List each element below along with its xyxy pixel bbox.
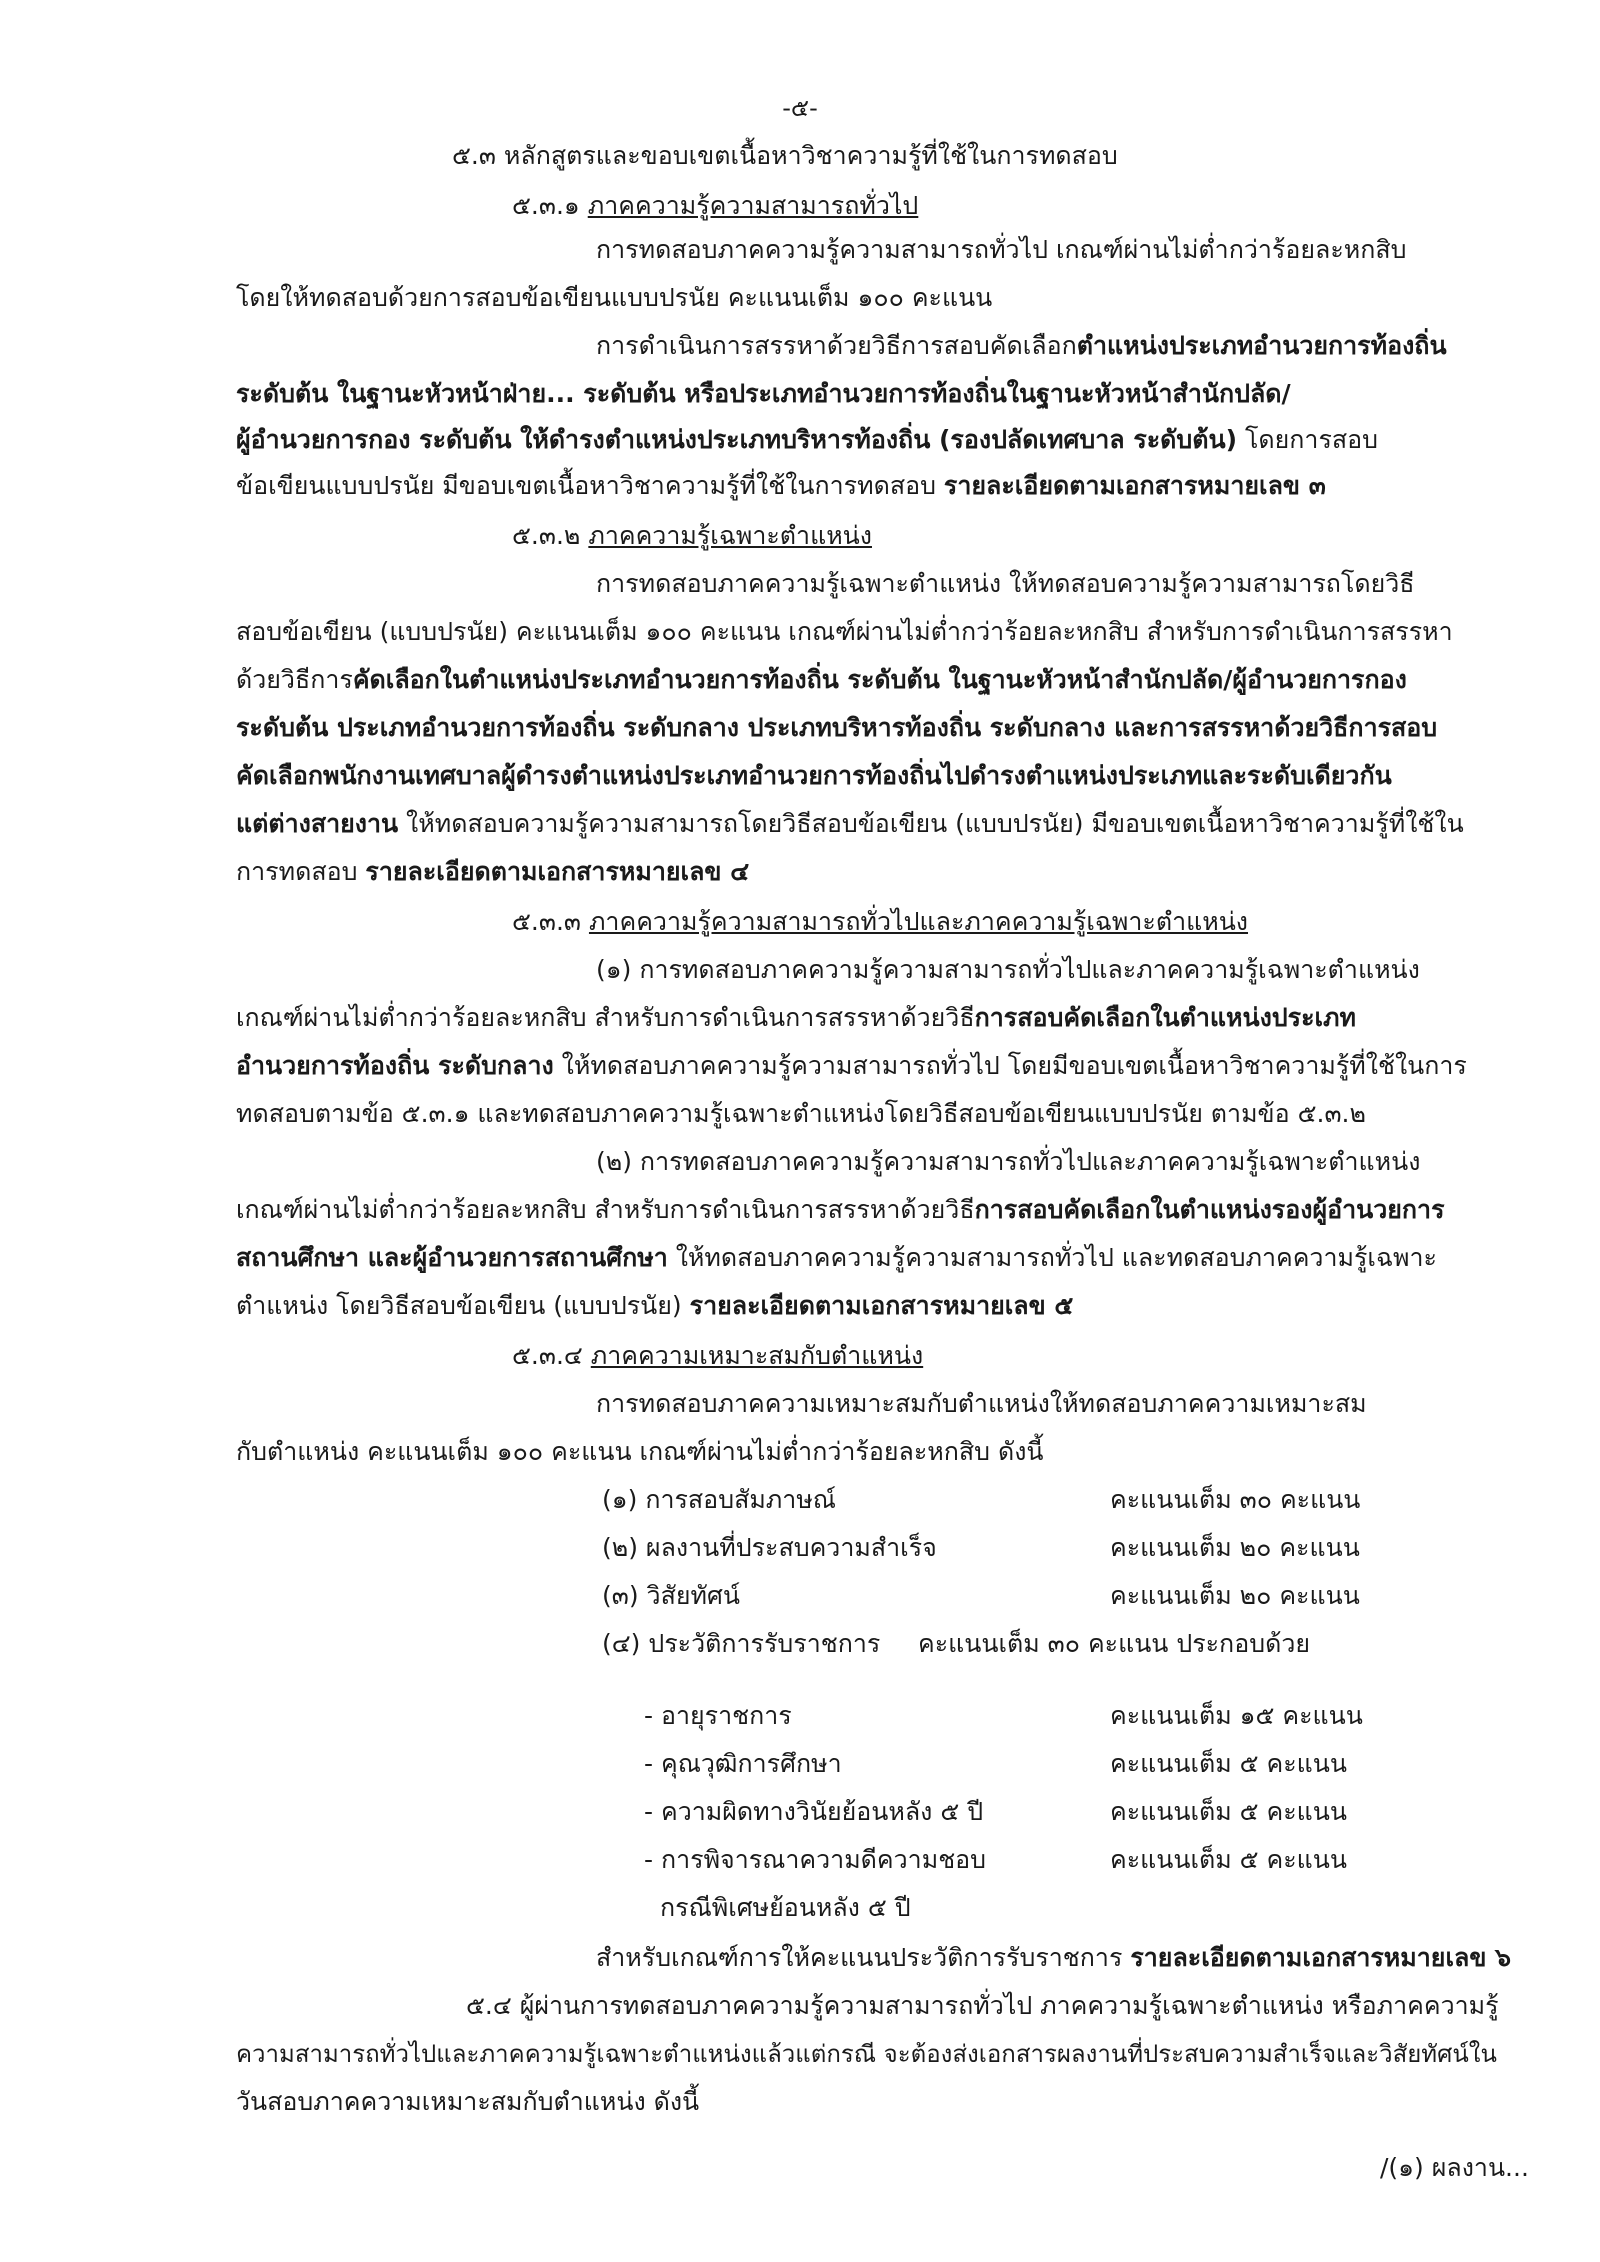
section-5-3-1-heading — [512, 188, 918, 224]
score-item-value: คะแนนเต็ม ๒๐ คะแนน — [1110, 1533, 1360, 1562]
bold-text-run: รายละเอียดตามเอกสารหมายเลข ๕ — [689, 1291, 1074, 1320]
paragraph-line: วันสอบภาคความเหมาะสมกับตำแหน่ง ดังนี้ — [236, 2087, 700, 2116]
paragraph-line — [236, 662, 1407, 698]
paragraph-line — [236, 1192, 1445, 1228]
section-title: ภาคความรู้เฉพาะตำแหน่ง — [588, 521, 872, 550]
bold-text-run: ตำแหน่งประเภทอำนวยการท้องถิ่น — [1076, 331, 1447, 360]
paragraph-line: กับตำแหน่ง คะแนนเต็ม ๑๐๐ คะแนน เกณฑ์ผ่านไม่ต่ำกว่าร้อยละหกสิบ ดังนี้ — [236, 1437, 1044, 1466]
paragraph-line — [236, 1240, 1437, 1276]
bold-text-run: ผู้อำนวยการกอง ระดับต้น ให้ดำรงตำแหน่งประเภทบริหารท้องถิ่น (รองปลัดเทศบาล ระดับต้น) — [236, 425, 1238, 454]
paragraph-line — [596, 1940, 1511, 1976]
sub-score-label: - อายุราชการ — [644, 1701, 792, 1730]
section-5-3-heading: ๕.๓ หลักสูตรและขอบเขตเนื้อหาวิชาความรู้ที่ใช้ในการทดสอบ — [452, 141, 1118, 170]
text-run: การดำเนินการสรรหาด้วยวิธีการสอบคัดเลือก — [596, 331, 1077, 360]
text-run: ข้อเขียนแบบปรนัย มีขอบเขตเนื้อหาวิชาความรู้ที่ใช้ในการทดสอบ — [236, 471, 944, 500]
paragraph-line: สอบข้อเขียน (แบบปรนัย) คะแนนเต็ม ๑๐๐ คะแนน เกณฑ์ผ่านไม่ต่ำกว่าร้อยละหกสิบ สำหรับการดำเนินการสรรหา — [236, 617, 1453, 646]
sub-score-value: คะแนนเต็ม ๕ คะแนน — [1110, 1749, 1347, 1778]
paragraph-line — [236, 806, 1464, 842]
page-number: -๕- — [782, 94, 818, 122]
score-item-value: คะแนนเต็ม ๓๐ คะแนน — [1110, 1485, 1361, 1514]
score-item-value: คะแนนเต็ม ๓๐ คะแนน ประกอบด้วย — [918, 1629, 1311, 1658]
continuation-note: /(๑) ผลงาน... — [1380, 2153, 1529, 2182]
paragraph-line — [236, 422, 1378, 458]
paragraph-line — [236, 1048, 1467, 1084]
text-run: การทดสอบ — [236, 857, 366, 886]
section-title: ภาคความรู้ความสามารถทั่วไปและภาคความรู้เฉพาะตำแหน่ง — [588, 907, 1249, 936]
paragraph-line: การทดสอบภาคความรู้เฉพาะตำแหน่ง ให้ทดสอบความรู้ความสามารถโดยวิธี — [596, 569, 1415, 598]
text-run: เกณฑ์ผ่านไม่ต่ำกว่าร้อยละหกสิบ สำหรับการดำเนินการสรรหาด้วยวิธี — [236, 1195, 975, 1224]
paragraph-line — [236, 1288, 1073, 1324]
text-run: โดยการสอบ — [1237, 425, 1379, 454]
bold-text-run: รายละเอียดตามเอกสารหมายเลข ๖ — [1130, 1943, 1511, 1972]
bold-text-run: รายละเอียดตามเอกสารหมายเลข ๔ — [365, 857, 750, 886]
sub-score-label: - คุณวุฒิการศึกษา — [644, 1749, 842, 1778]
paragraph-line: ความสามารถทั่วไปและภาคความรู้เฉพาะตำแหน่งแล้วแต่กรณี จะต้องส่งเอกสารผลงานที่ประสบความสำเร็จและวิสัยทัศน์ใน — [236, 2040, 1497, 2068]
paragraph-line: การทดสอบภาคความเหมาะสมกับตำแหน่งให้ทดสอบภาคความเหมาะสม — [596, 1389, 1367, 1418]
bold-text-run: อำนวยการท้องถิ่น ระดับกลาง — [236, 1051, 554, 1080]
paragraph-line — [236, 1000, 1356, 1036]
paragraph-line — [596, 328, 1447, 364]
text-run: ให้ทดสอบความรู้ความสามารถโดยวิธีสอบข้อเขียน (แบบปรนัย) มีขอบเขตเนื้อหาวิชาความรู้ที่ใช้ใน — [398, 809, 1464, 838]
paragraph-line: คัดเลือกพนักงานเทศบาลผู้ดำรงตำแหน่งประเภทอำนวยการท้องถิ่นไปดำรงตำแหน่งประเภทและระดับเดียวกัน — [236, 761, 1392, 790]
score-item-label: (๔) ประวัติการรับราชการ — [602, 1629, 881, 1658]
score-item-label: (๓) วิสัยทัศน์ — [602, 1581, 740, 1610]
paragraph-line: ทดสอบตามข้อ ๕.๓.๑ และทดสอบภาคความรู้เฉพาะตำแหน่งโดยวิธีสอบข้อเขียนแบบปรนัย ตามข้อ ๕.๓.๒ — [236, 1099, 1366, 1128]
sub-score-label: - การพิจารณาความดีความชอบ — [644, 1845, 987, 1874]
paragraph-line: โดยให้ทดสอบด้วยการสอบข้อเขียนแบบปรนัย คะแนนเต็ม ๑๐๐ คะแนน — [236, 283, 993, 312]
bold-text-run: สถานศึกษา และผู้อำนวยการสถานศึกษา — [236, 1243, 668, 1272]
section-title: ภาคความเหมาะสมกับตำแหน่ง — [590, 1341, 924, 1370]
paragraph-line: (๒) การทดสอบภาคความรู้ความสามารถทั่วไปและภาคความรู้เฉพาะตำแหน่ง — [596, 1147, 1421, 1176]
section-number: ๕.๓.๓ — [512, 907, 589, 936]
bold-text-run: รายละเอียดตามเอกสารหมายเลข ๓ — [943, 471, 1326, 500]
score-item-label: (๑) การสอบสัมภาษณ์ — [602, 1485, 836, 1514]
text-run: ให้ทดสอบภาคความรู้ความสามารถทั่วไป และทดสอบภาคความรู้เฉพาะ — [667, 1243, 1437, 1272]
bold-text-run: คัดเลือกในตำแหน่งประเภทอำนวยการท้องถิ่น ระดับต้น ในฐานะหัวหน้าสำนักปลัด/ผู้อำนวยการกอง — [352, 665, 1407, 694]
sub-score-label: - ความผิดทางวินัยย้อนหลัง ๕ ปี — [644, 1797, 984, 1826]
section-number: ๕.๓.๒ — [512, 521, 589, 550]
text-run: เกณฑ์ผ่านไม่ต่ำกว่าร้อยละหกสิบ สำหรับการดำเนินการสรรหาด้วยวิธี — [236, 1003, 975, 1032]
sub-score-value: คะแนนเต็ม ๕ คะแนน — [1110, 1845, 1347, 1874]
sub-score-value: คะแนนเต็ม ๑๕ คะแนน — [1110, 1701, 1363, 1730]
paragraph-line — [236, 468, 1326, 504]
sub-score-label-continuation: กรณีพิเศษย้อนหลัง ๕ ปี — [660, 1893, 911, 1922]
paragraph-line: (๑) การทดสอบภาคความรู้ความสามารถทั่วไปและภาคความรู้เฉพาะตำแหน่ง — [596, 955, 1420, 984]
paragraph-line — [236, 854, 749, 890]
bold-text-run: การสอบคัดเลือกในตำแหน่งประเภท — [974, 1003, 1357, 1032]
section-number: ๕.๓.๑ — [512, 191, 588, 220]
bold-text-run: แต่ต่างสายงาน — [236, 809, 399, 838]
paragraph-line: ๕.๔ ผู้ผ่านการทดสอบภาคความรู้ความสามารถทั่วไป ภาคความรู้เฉพาะตำแหน่ง หรือภาคความรู้ — [466, 1991, 1499, 2020]
paragraph-line: การทดสอบภาคความรู้ความสามารถทั่วไป เกณฑ์ผ่านไม่ต่ำกว่าร้อยละหกสิบ — [596, 235, 1407, 264]
section-title: ภาคความรู้ความสามารถทั่วไป — [587, 191, 919, 220]
score-item-value: คะแนนเต็ม ๒๐ คะแนน — [1110, 1581, 1360, 1610]
paragraph-line: ระดับต้น ในฐานะหัวหน้าฝ่าย... ระดับต้น หรือประเภทอำนวยการท้องถิ่นในฐานะหัวหน้าสำนักปลัด/ — [236, 379, 1291, 408]
bold-text-run: การสอบคัดเลือกในตำแหน่งรองผู้อำนวยการ — [974, 1195, 1445, 1224]
text-run: ด้วยวิธีการ — [236, 665, 353, 694]
text-run: ให้ทดสอบภาคความรู้ความสามารถทั่วไป โดยมีขอบเขตเนื้อหาวิชาความรู้ที่ใช้ในการ — [553, 1051, 1467, 1080]
section-number: ๕.๓.๔ — [512, 1341, 591, 1370]
text-run: สำหรับเกณฑ์การให้คะแนนประวัติการรับราชการ — [596, 1943, 1131, 1972]
paragraph-line: ระดับต้น ประเภทอำนวยการท้องถิ่น ระดับกลาง ประเภทบริหารท้องถิ่น ระดับกลาง และการสรรหาด้วยวิธีการสอบ — [236, 713, 1438, 742]
sub-score-value: คะแนนเต็ม ๕ คะแนน — [1110, 1797, 1347, 1826]
text-run: ตำแหน่ง โดยวิธีสอบข้อเขียน (แบบปรนัย) — [236, 1291, 690, 1320]
section-5-3-4-heading — [512, 1338, 923, 1374]
score-item-label: (๒) ผลงานที่ประสบความสำเร็จ — [602, 1533, 937, 1562]
section-5-3-3-heading — [512, 904, 1248, 940]
section-5-3-2-heading — [512, 518, 872, 554]
